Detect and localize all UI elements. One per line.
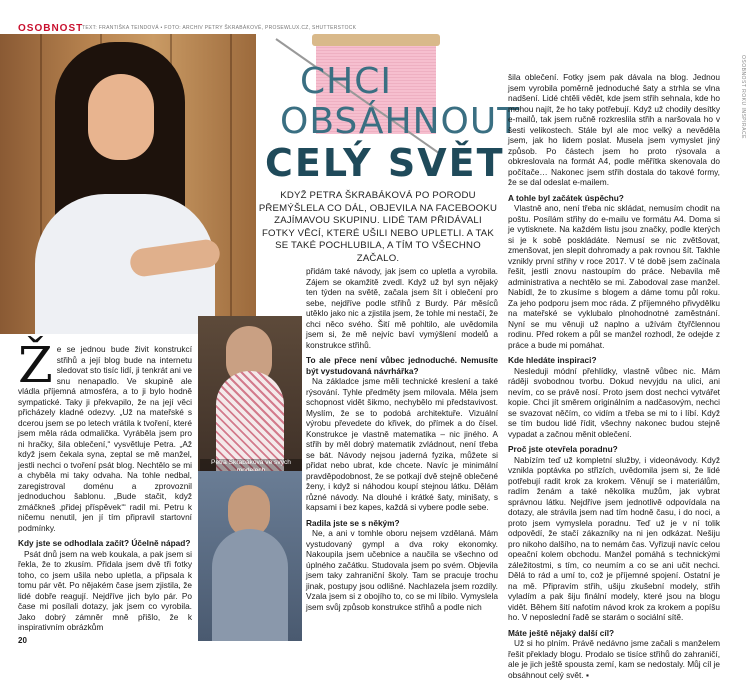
col3-question-4: Máte ještě nějaký další cíl? xyxy=(508,627,615,638)
col3-question-1: A tohle byl začátek úspěchu? xyxy=(508,192,624,203)
title-line-2: OBSÁHNOUT xyxy=(280,101,521,142)
col3-paragraph-1: šila oblečení. Fotky jsem pak dávala na blog. Jednou jsem vyrobila poměrně jednoduché šaty a strhla se vlna nadšení. Lidé chtěli vědět, kde jsem střih sehnala, kde ho mohou najít, že ho taky potřebují. Když už chodily desítky e-mailů, tak jsem ručně rozkreslila střih a naršovala ho v šesti velikostech. Stále byl ale moc velký a nevěděla jsem, jak ho lidem poslat. Musela jsem vymyslet jiný způsob. Po částech jsem ho proto rýsovala a obkreslovala na formát A4, podle měřítka skenovala do počítače… Nakonec jsem střih dostala do takové formy, že se dal odeslat e-mailem. xyxy=(508,72,720,187)
column-2 xyxy=(306,266,498,612)
section-label: OSOBNOST xyxy=(18,23,84,34)
col1-question-1: Kdy jste se odhodlala začít? Účelně nápad? xyxy=(18,538,191,548)
photo-sweater-model xyxy=(198,471,302,641)
col1-paragraph-1: e se jednou bude živit konstrukcí střihů a její blog bude na internetu sledovat sto tisíc lidí, ji tenkrát ani ve snu nenapadlo. Ve skupině ale vládla příjemná atmosféra, a to ji bylo hodně sympatické. Taky ji překvapilo, že na její věci přicházely kladné odezvy. „Už na mateřské s dcerou jsem se po letech vrátila k tvoření, které jsem měla ráda odmalička. Vyráběla jsem pro ni hračky, šila oblečení,“ vysvětluje Petra. „Až když jsem čekala syna, zeptal se mě manžel, jestli nechci o tvoření psát blog. Nechtělo se mi a chyběla mi taky odvaha. Na tohle nedbal, zaregistroval doménu a zprovoznil jednoduchou šablonu. „Bude stačit, když zmáčkneš ‚přidej příspěvek‘“ radil mi. Petru k ničemu nenutil, jen jí tím připravil startovní podmínky. xyxy=(18,344,192,533)
col1-paragraph-2: Psát dnů jsem na web koukala, a pak jsem si řekla, že to zkusím. Přidala jsem dvě tři fotky toho, co jsem ušila nebo upletla, a připsala k tomu pár vět. Po nějakém čase jsem zjistila, že lidé dobře reagují. Nejdříve jich bylo pár. Po čase mi posílali dotazy, jak jsem co vyrobila. Jako dobrý zámněr mně přišlo, že k inspirativním obrázkům xyxy=(18,548,192,632)
portrait-face xyxy=(88,74,154,160)
col3-paragraph-5: Už si ho plním. Právě nedávno jsme začali s manželem řešit překlady blogu. Prodalo se tisíce střihů do zahraničí, ale je jich ještě spousta zemí, kam se nedostaly. Můj cíl je obsáhnout celý svět. ▪ xyxy=(508,638,720,680)
photo-caption: Petra Škrabáková ve svých xyxy=(200,459,302,475)
column-1 xyxy=(18,336,192,633)
title-line-3: CELÝ SVĚT xyxy=(265,141,505,185)
side-tag: OSOBNOST ROKU INSPIRACE xyxy=(740,55,746,139)
col2-paragraph-3: Ne, a ani v tomhle oboru nejsem vzdělaná. Mám vystudovaný gympl a dva roky ekonomky. Nakoupila jsem učebnice a naučila se všechno od úplného začátku. Studovala jsem po svém. Objevila jsem taky zahraniční školy. Tam se pracuje trochu jinak, postupy jsou odlišné. Nachlazela jsem rozdíly. Vzala jsem si z obojího to, co se mi líbilo. Vymyslela jsem svůj způsob konstrukce střihů a podle nich xyxy=(306,528,498,612)
col2-question-2: Radila jste se s někým? xyxy=(306,517,400,528)
spool-top xyxy=(312,34,440,46)
col3-question-3: Proč jste otevřela poradnu? xyxy=(508,444,618,454)
col2-question-1: To ale přece není vůbec jednoduché. Nemusíte být vystudovaná návrhářka? xyxy=(306,355,498,376)
col3-paragraph-2: Vlastně ano, není třeba nic skládat, nemusím chodit na poštu. Posílám střihy do e-mailu ve formátu A4. Doma si je vytisknete. Na každém listu jsou značky, podle kterých si je k sobě poskládáte. Nemusí se nic zvětšovat, zmenšovat, jen slepit dohromady a pak rovnou šít. Takhle vznikly první střihy v roce 2017. V té době jsem začínala řešit, jestli znovu nastoupím do práce. Nebavila mě administrativa a nechtělo se mi. Zabodoval zase manžel. Nabídl, že to zkusíme s blogem a dáme tomu půl roku. Za jeho podporu jsem moc ráda. Z příjemného přivydělku na mateřské se vyklubalo plnohodnotné zaměstnání. Nyní se mu věnuji už naplno a užívám čtyřčlennou rodinu. Před rokem a půl se manžel rozhodl, že odejde z práce a bude mi pomáhat. xyxy=(508,203,720,350)
col3-question-2: Kde hledáte inspiraci? xyxy=(508,355,597,365)
col2-paragraph-1: přidám také návody, jak jsem co upletla a vyrobila. Zájem se okamžitě zvedl. Když už byl syn nějaký ten týden na světě, začala jsem šít i oblečení pro sebe, nejdříve podle střihů z Burdy. Pár měsíců utěklo jako nic a zjistila jsem, že tohle mi nestačí, že chci něco svého. Šití mě pohltilo, ale uvědomila jsem si, že mě nejvíc baví vymýšlení modelů a konstrukce střihů. xyxy=(306,266,498,350)
hero-photo xyxy=(0,34,256,334)
lead-paragraph: KDYŽ PETRA ŠKRABÁKOVÁ PO PORODU PŘEMÝŠLELA CO DÁL, OBJEVILA NA FACEBOOKU ZAJÍMAVOU SKUPINU. LIDÉ TAM PŘIDÁVALI FOTKY VĚCÍ, KTERÉ UŠILI NEBO UPLETLI. A TAK SE TAKÉ POCHLUBILA, A TÍM TO VŠECHNO ZAČALO. xyxy=(258,190,498,264)
title-line-1: CHCI xyxy=(300,61,392,102)
col2-paragraph-2: Na základce jsme měli technické kreslení a také rýsování. Tyhle předměty jsem milovala. Měla jsem schopnost vidět šikmo, nechybělo mi představivost. Myslím, že se to podobá architektuře. Vizuální výrobu převedete do křivek, do přímek a do čísel. Konstrukce je vlastně matematika – nic jiného. A střih by měl dobrý matematik zvládnout, není třeba se bát. Návody nejsou jaderná fyzika, můžete si přidat nebo ubrat, kde chcete. Navíc je minimální pravděpodobnost, že se potkají dvě stejně oblečené ženy, i když si náhodou koupí stejnou látku. Dělám různé návody. Na dlouhé i krátké šaty, minišaty, s kapsami i bez kapes, každá si vybere podle sebe. xyxy=(306,376,498,512)
col3-paragraph-4: Nabízím teď už kompletní služby, i videonávody. Když vznikla poptávka po střizích, uvědomila jsem si, že lidé potřebují radit krok za krokem. Věnují se i materiálům, radím ženám a také několika mužům, jak vybrat správnou látku. Nejdříve jsem jednotlivě odpovídala na dotazy, ale strávila jsem nad tím hodně času, i do noci, a proto jsem vymyslela poradnu. Teď už je v ní tolik odpovědí, že stačí zákazníky na ni jen odkázat. Nešiju pro nikoho dalšího, na to nemám čas. Vyřizuji navíc celou opeační kolem obchodu. Manžel pomáhá s technickými záležitostmi, s tím, co neumím a co se ani učit nechci. Dělá to rád a umí to, což je příjemné spojení. Ostatní je na mě. Připravím střih, ušiju zkušební modely, střih vyladím a pak šiju finální modely, které jsou na blogu vidět. Během šití nafotím návod krok za krokem a popíšu ho. V neposlední řadě se starám o sociální sítě. xyxy=(508,454,720,622)
photo-dress-model xyxy=(198,316,302,471)
page-number: 20 xyxy=(18,636,27,645)
drop-cap: Ž xyxy=(18,336,53,394)
column-3 xyxy=(508,72,720,680)
col3-paragraph-3: Nesleduji módní přehlídky, vlastně vůbec nic. Mám ráději svobodnou tvorbu. Dokud nevyjdu na ulici, ani nevím, co se právě nosí. Proto jsem dost nechci vytvářet kopie. Chci jít směrem originálním a nadčasovým, nechci se svazovat něčím, co vidím a třeba se mi to i líbí. Když se tím budou lidé řídit, všechny nakonec budou stejně vypadat a začnou měnit oblečení. xyxy=(508,365,720,439)
credits: TEXT: FRANTIŠKA TEINDOVÁ • FOTO: ARCHIV PETRY ŠKRABÁKOVÉ, PROSEWLUX.CZ, SHUTTERSTOCK xyxy=(82,25,357,31)
